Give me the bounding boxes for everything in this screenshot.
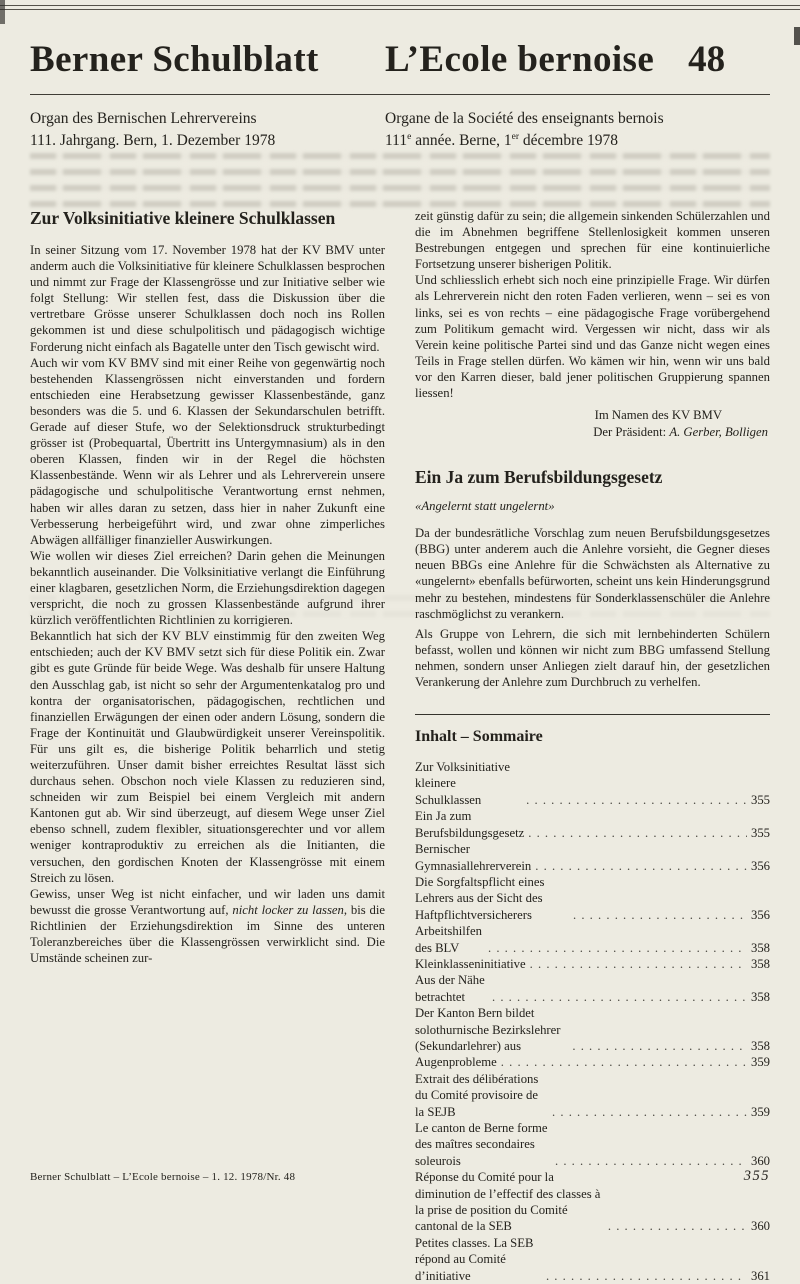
toc-entry-page: 358 [750, 956, 770, 971]
toc-entry [415, 1235, 770, 1284]
toc-dot-leader [535, 858, 747, 874]
toc-entry-label: Zur Volksinitiative kleinere Schulklassen [415, 760, 511, 807]
toc-dot-leader [492, 989, 747, 1005]
toc-dot-leader [501, 1054, 747, 1070]
issue-number: 48 [688, 39, 726, 80]
table-of-contents [415, 714, 770, 1284]
toc-entry [415, 841, 770, 874]
journal-title-french: L’Ecole bernoise [385, 39, 655, 80]
toc-entry-page: 361 [750, 1268, 770, 1283]
toc-entry-label: Kleinklasseninitiative [415, 956, 526, 971]
paragraph: In seiner Sitzung vom 17. November 1978 hat der KV BMV unter anderm auch die Volksinitiative für kleinere Schulklassen besprochen und nimmt zur Frage der Klassengrösse und zur Initiative selber wie folgt Stellung: Wir stellen fest, dass die Diskussion über die vertretbare Grösse unserer Schulklassen doch noch ins Rollen gekommen ist und diese schulpolitisch und pädagogisch wichtige Forderung nicht einfach als Bagatelle unter den Tisch gewischt wird. [30, 243, 385, 354]
toc-entry [415, 1005, 770, 1054]
article2-motto: «Angelernt statt ungelernt» [415, 499, 555, 514]
signature-name: A. Gerber, Bolligen [669, 425, 768, 440]
paragraph: Und schliesslich erhebt sich noch eine prinzipielle Frage. Wir dürfen als Lehrerverein nicht den roten Faden verlieren, wenn – sei es von links, sei es von rechts – eine pädagogische Frage vorübergehend zum Politikum gemacht wird. Vergessen wir nicht, dass wir als Verein keine politische Partei sind und das Ganze nicht wegen eines Teils in Frage stellen dürfen. Wo kämen wir hin, wenn wir uns bald vor den Karren dieser, bald jener politischen Gruppierung spannen liessen! [415, 273, 770, 401]
toc-entry-label: Der Kanton Bern bildet solothurnische Bezirkslehrer (Sekundarlehrer) aus [415, 1006, 561, 1053]
toc-entry-label: Augenprobleme [415, 1055, 497, 1070]
paragraph [30, 886, 385, 966]
toc-entry [415, 1120, 770, 1169]
toc-entry-page: 360 [750, 1219, 770, 1234]
toc-entry [415, 808, 770, 841]
toc-entry-label: Ein Ja zum Berufsbildungsgesetz [415, 809, 525, 840]
toc-dot-leader [528, 825, 747, 841]
imprint-fr-sup: e [407, 131, 412, 142]
paragraph: Da der bundesrätliche Vorschlag zum neuen Berufsbildungsgesetzes (BBG) unter anderem auch die Anlehre vorsieht, die Gegner dieses neuen BBGs eine Anlehre für die Schwächsten als Alternative zu «ungelernt» ebenfalls befürworten, scheint uns kein Hinderungsgrund mehr zu bestehen, mindestens für Sonderklassenschüler die Anlehre raschmöglichst zu verankern. [415, 526, 770, 621]
page-number: 355 [743, 1168, 770, 1184]
left-column [30, 208, 385, 1284]
toc-entry [415, 972, 770, 1005]
toc-dot-leader [552, 1104, 747, 1120]
toc-entry-page: 359 [750, 1104, 770, 1119]
toc-entry-label: Réponse du Comité pour la diminution de l’effectif des classes à la prise de position du Comité cantonal de la SEB [415, 1170, 601, 1234]
imprint-fr-mid: année. Berne, 1 [411, 132, 512, 149]
toc-entry [415, 956, 770, 972]
imprint-french-line1: Organe de la Société des enseignants bernois [385, 110, 664, 127]
toc-entry-page: 359 [750, 1055, 770, 1070]
imprint-german [30, 108, 385, 152]
toc-entry [415, 759, 770, 808]
toc-entry [415, 1054, 770, 1070]
article1-signature [415, 407, 768, 441]
toc-dot-leader [555, 1153, 747, 1169]
toc-entry-page: 355 [750, 792, 770, 807]
toc-dot-leader [546, 1268, 747, 1284]
toc-entry [415, 874, 770, 923]
article2-title: Ein Ja zum Berufsbildungsgesetz [415, 467, 663, 488]
article1-title: Zur Volksinitiative kleinere Schulklassen [30, 208, 336, 228]
toc-dot-leader [488, 940, 747, 956]
footer-imprint: Berner Schulblatt – L’Ecole bernoise – 1. 12. 1978/Nr. 48 [30, 1171, 296, 1183]
signature-role: Der Präsident: [593, 425, 670, 440]
toc-entry-page: 356 [750, 858, 770, 873]
toc-dot-leader [572, 1038, 747, 1054]
toc-entry-label: Aus der Nähe betrachtet [415, 973, 485, 1004]
imprint-fr-year: 111 [385, 132, 408, 149]
journal-title-german: Berner Schulblatt [30, 39, 319, 80]
right-column [415, 208, 770, 1284]
imprint-german-line1: Organ des Bernischen Lehrervereins [30, 110, 257, 127]
toc-entry-page: 360 [750, 1153, 770, 1168]
toc-title: Inhalt – Sommaire [415, 728, 543, 746]
toc-entry-label: Le canton de Berne forme des maîtres secondaires soleurois [415, 1121, 548, 1168]
page-footer [30, 1168, 770, 1185]
toc-entry-label: Arbeitshilfen des BLV [415, 924, 482, 955]
toc-entry-label: Bernischer Gymnasiallehrerverein [415, 842, 532, 873]
masthead-left [30, 40, 385, 81]
masthead-right [385, 38, 770, 81]
paragraph: Als Gruppe von Lehrern, die sich mit lernbehinderten Schülern befasst, wollen und können wir nicht zum BBG umfassend Stellung nehmen, sondern unser Anliegen zielt darauf hin, der gesetzlichen Verankerung der Anlehre zum Durchbruch zu verhelfen. [415, 626, 770, 689]
toc-entry-label: Extrait des délibérations du Comité provisoire de la SEJB [415, 1071, 539, 1119]
signature-org: Im Namen des KV BMV [594, 408, 722, 423]
toc-dot-leader [608, 1218, 747, 1234]
signature-president [415, 424, 768, 441]
paragraph-text: , bis die Richtlinien der Erziehungsdirektion im Sinne des unteren Toleranzbereiches über die Klassengrössen verwirklicht sind. Die Umstände scheinen zur- [30, 902, 385, 966]
paragraph: Auch wir vom KV BMV sind mit einer Reihe von gegenwärtig noch bestehenden Klassengrössen nicht einverstanden und fordern entschieden eine Herabsetzung gewisser Klassenbestände, ganz besonders was die 5. und 6. Klassen der Sekundarschulen betrifft. Gerade auf dieser Stufe, wo der Selektionsdruck strukturbedingt grösser ist (Probequartal, Übertritt ins Untergymnasium) als in den oberen Klassen, finden wir in der Regel die höchsten Klassenbestände. Wenn wir als Lehrer und als Lehrerverein unsere pädagogische und schulpolitische Verantwortung ernst nehmen, haben wir alles daran zu setzen, dass hier in naher Zukunft eine Verbesserung herbeigeführt wird, und zwar ohne zimperliches Abwägen allfälliger finanzieller Auswirkungen. [30, 355, 385, 547]
imprint-fr-date: décembre 1978 [519, 132, 618, 149]
masthead-rule [30, 94, 770, 95]
toc-entry [415, 1071, 770, 1120]
paragraph: Bekanntlich hat sich der KV BLV einstimmig für den zweiten Weg entschieden; auch der KV BMV setzt sich für diese Politik ein. Zwar gibt es gute Gründe für beide Wege. Was deshalb für unsere Haltung den Ausschlag gab, ist nicht so sehr der Argumentenkatalog pro und kontra der organisatorischen, pädagogischen, rechtlichen und finanziellen Erwägungen der einen oder andern Lösung, sondern die Frage der Kontinuität und Glaubwürdigkeit unserer Vereinspolitik. Für uns gilt es, die bisherige Politik beharrlich und stetig weiterzuführen. Unser damit bisher erreichtes Resultat lässt sich durchaus sehen. Obschon noch viele Klassen zu reduzieren sind, schneiden wir zum Beispiel bei einem Vergleich mit andern Kantonen gut ab. Wir sind überzeugt, auf diesem Wege unser Ziel ebenso schnell, zudem flexibler, situationsgerechter und vor allem weniger kontraproduktiv zu erreichen als die Initianten, die versuchen, den gordischen Knoten der Klassengrösse mit einem Streich zu lösen. [30, 629, 385, 885]
imprint-german-line2: 111. Jahrgang. Bern, 1. Dezember 1978 [30, 132, 276, 149]
toc-dot-leader [526, 792, 747, 808]
toc-entry-page: 356 [750, 907, 770, 922]
masthead [30, 38, 770, 81]
imprint-french [385, 108, 770, 152]
toc-entry-page: 355 [750, 825, 770, 840]
imprint-block [30, 108, 770, 152]
toc-entry-label: Die Sorgfaltspflicht eines Lehrers aus der Sicht des Haftpflichtversicherers [415, 874, 545, 922]
paragraph: zeit günstig dafür zu sein; die allgemein sinkenden Schülerzahlen und die im Abnehmen begriffene Stellenlosigkeit kommen unseren Bestrebungen entgegen und sprechen für eine kontinuierliche Fortsetzung unserer bisherigen Politik. [415, 209, 770, 272]
paragraph-text: Gewiss, unser Weg ist nicht einfacher, und wir laden uns damit bewusst die grosse Verantwortung auf, [30, 886, 385, 917]
article2 [415, 467, 770, 690]
toc-entry [415, 923, 770, 956]
toc-dot-leader [573, 907, 747, 923]
toc-dot-leader [530, 956, 747, 972]
toc-entry-page: 358 [750, 1038, 770, 1053]
paragraph: Wie wollen wir dieses Ziel erreichen? Darin gehen die Meinungen bekanntlich auseinander. Die Volksinitiative verlangt die Einführung einer klagbaren, gesetzlichen Norm, die Erziehungsdirektion dagegen verspricht, die noch zu grossen Klassenbestände aufgrund ihrer kürzlich veröffentlichten Richtlinien zu korrigieren. [30, 548, 385, 628]
emphasized-text: nicht locker zu lassen [232, 902, 344, 917]
toc-entry-label: Petites classes. La SEB répond au Comité d’initiative [415, 1235, 534, 1283]
toc-entry-page: 358 [750, 940, 770, 955]
imprint-french-line2 [385, 130, 770, 152]
imprint-fr-sup: er [511, 131, 519, 142]
body-columns [30, 208, 770, 1284]
toc-entry-page: 358 [750, 989, 770, 1004]
